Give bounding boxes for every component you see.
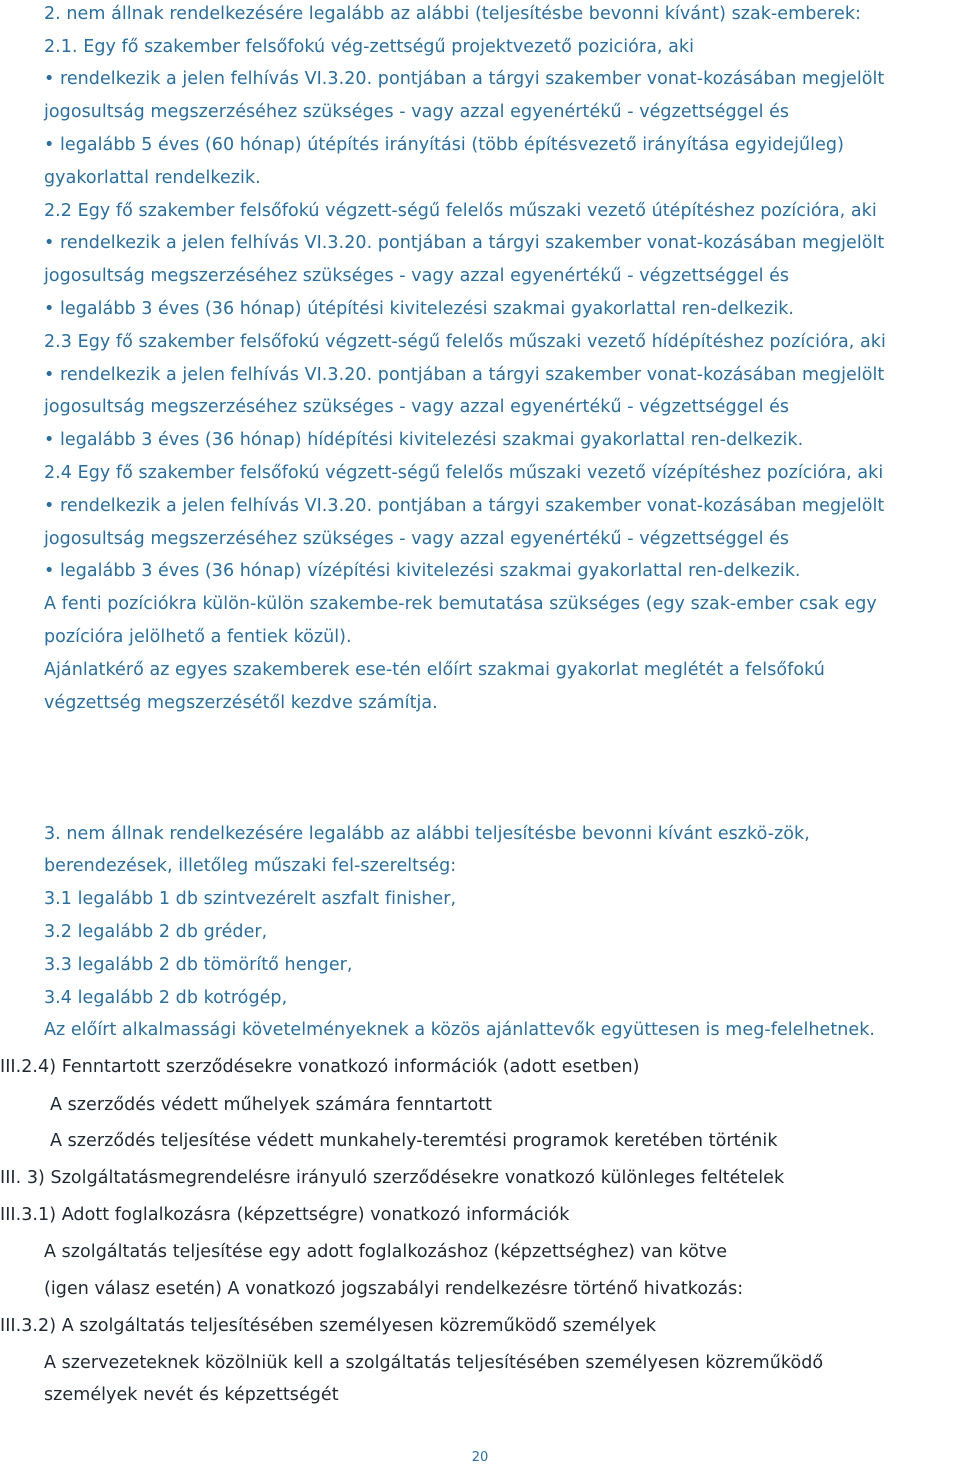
section2-line-3: • rendelkezik a jelen felhívás VI.3.20. pontjában a tárgyi szakember vonat-kozásában megjelölt bbox=[44, 69, 885, 89]
heading-iii-3: III. 3) Szolgáltatásmegrendelésre irányuló szerződésekre vonatkozó különleges feltételek bbox=[0, 1168, 785, 1188]
heading-iii-2-4: III.2.4) Fenntartott szerződésekre vonatkozó információk (adott esetben) bbox=[0, 1057, 640, 1077]
section2-line-16: • rendelkezik a jelen felhívás VI.3.20. pontjában a tárgyi szakember vonat-kozásában megjelölt bbox=[44, 496, 885, 516]
section2-line-11: 2.3 Egy fő szakember felsőfokú végzett-ségű felelős műszaki vezető hídépítéshez pozícióra, aki bbox=[44, 332, 886, 352]
personnel-text-line-1: A szervezeteknek közölniük kell a szolgáltatás teljesítésében személyesen közreműködő bbox=[44, 1353, 824, 1373]
section2-line-9: jogosultság megszerzéséhez szükséges - vagy azzal egyenértékű - végzettséggel és bbox=[44, 266, 790, 286]
reserved-workshops-text: A szerződés védett műhelyek számára fenntartott bbox=[50, 1095, 493, 1115]
section2-line-12: • rendelkezik a jelen felhívás VI.3.20. pontjában a tárgyi szakember vonat-kozásában megjelölt bbox=[44, 365, 885, 385]
section2-line-18: • legalább 3 éves (36 hónap) vízépítési kivitelezési szakmai gyakorlattal ren-delkezik. bbox=[44, 561, 801, 581]
personnel-text-line-2: személyek nevét és képzettségét bbox=[44, 1385, 339, 1405]
section2-line-13: jogosultság megszerzéséhez szükséges - vagy azzal egyenértékű - végzettséggel és bbox=[44, 397, 790, 417]
section2-line-22: végzettség megszerzésétől kezdve számítja. bbox=[44, 693, 438, 713]
section2-line-17: jogosultság megszerzéséhez szükséges - vagy azzal egyenértékű - végzettséggel és bbox=[44, 529, 790, 549]
reserved-programs-text: A szerződés teljesítése védett munkahely-teremtési programok keretében történik bbox=[50, 1131, 778, 1151]
section2-line-21: Ajánlatkérő az egyes szakemberek ese-tén előírt szakmai gyakorlat meglétét a felsőfokú bbox=[44, 660, 825, 680]
section2-line-19: A fenti pozíciókra külön-külön szakembe-rek bemutatása szükséges (egy szak-ember csak egy bbox=[44, 594, 877, 614]
legal-reference-text: (igen válasz esetén) A vonatkozó jogszabályi rendelkezésre történő hivatkozás: bbox=[44, 1279, 744, 1299]
page-number: 20 bbox=[471, 1450, 489, 1465]
heading-iii-3-2: III.3.2) A szolgáltatás teljesítésében személyesen közreműködő személyek bbox=[0, 1316, 657, 1336]
section2-line-1: 2. nem állnak rendelkezésére legalább az alábbi (teljesítésbe bevonni kívánt) szak-emberek: bbox=[44, 4, 861, 24]
profession-bound-text: A szolgáltatás teljesítése egy adott foglalkozáshoz (képzettséghez) van kötve bbox=[44, 1242, 728, 1262]
section2-line-5: • legalább 5 éves (60 hónap) útépítés irányítási (több építésvezető irányítása egyidejűleg) bbox=[44, 135, 844, 155]
section3-item-4: 3.4 legalább 2 db kotrógép, bbox=[44, 988, 288, 1008]
section2-line-2: 2.1. Egy fő szakember felsőfokú vég-zettségű projektvezető pozicióra, aki bbox=[44, 37, 694, 57]
section2-line-8: • rendelkezik a jelen felhívás VI.3.20. pontjában a tárgyi szakember vonat-kozásában megjelölt bbox=[44, 233, 885, 253]
section3-item-1: 3.1 legalább 1 db szintvezérelt aszfalt finisher, bbox=[44, 889, 457, 909]
section3-line-1: 3. nem állnak rendelkezésére legalább az alábbi teljesítésbe bevonni kívánt eszkö-zök, bbox=[44, 824, 810, 844]
section2-line-15: 2.4 Egy fő szakember felsőfokú végzett-ségű felelős műszaki vezető vízépítéshez pozícióra, aki bbox=[44, 463, 884, 483]
section2-line-14: • legalább 3 éves (36 hónap) hídépítési kivitelezési szakmai gyakorlattal ren-delkezik. bbox=[44, 430, 804, 450]
section2-line-4: jogosultság megszerzéséhez szükséges - vagy azzal egyenértékű - végzettséggel és bbox=[44, 102, 790, 122]
section2-line-6: gyakorlattal rendelkezik. bbox=[44, 168, 261, 188]
section2-line-7: 2.2 Egy fő szakember felsőfokú végzett-ségű felelős műszaki vezető útépítéshez pozícióra, aki bbox=[44, 201, 877, 221]
section3-item-2: 3.2 legalább 2 db gréder, bbox=[44, 922, 268, 942]
section2-line-20: pozícióra jelölhető a fentiek közül). bbox=[44, 627, 352, 647]
section2-line-10: • legalább 3 éves (36 hónap) útépítési kivitelezési szakmai gyakorlattal ren-delkezik. bbox=[44, 299, 795, 319]
section3-line-7: Az előírt alkalmassági követelményeknek a közös ajánlattevők együttesen is meg-felelhetnek. bbox=[44, 1020, 876, 1040]
section3-line-2: berendezések, illetőleg műszaki fel-szereltség: bbox=[44, 856, 457, 876]
section3-item-3: 3.3 legalább 2 db tömörítő henger, bbox=[44, 955, 353, 975]
heading-iii-3-1: III.3.1) Adott foglalkozásra (képzettségre) vonatkozó információk bbox=[0, 1205, 570, 1225]
